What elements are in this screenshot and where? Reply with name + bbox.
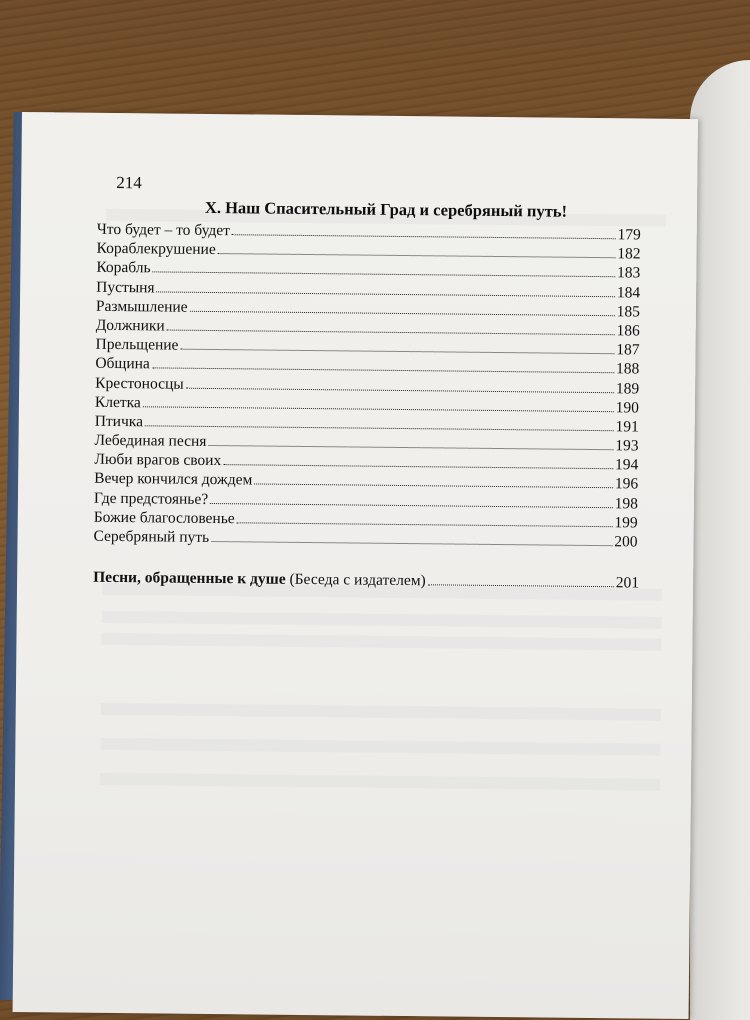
toc-entry-page: 200 [614,533,638,551]
toc-entry-page: 198 [614,494,639,513]
show-through-line [100,738,660,756]
dot-leader [210,502,613,508]
dot-leader [153,271,615,278]
show-through-line [102,611,662,629]
toc-entry-title: Клетка [94,393,141,411]
book-page [13,112,698,1019]
dot-leader [157,290,615,297]
dot-leader [218,252,616,258]
toc-final-entry-subtitle: (Беседа с издателем) [285,570,426,590]
toc-entry-title: Серебряный путь [93,527,210,546]
toc-entry-page: 187 [616,341,640,359]
dot-leader [167,328,615,335]
section-title: X. Наш Спасительный Град и серебряный путь! [204,197,568,221]
dot-leader [428,583,614,587]
toc-entry-title: Должники [95,316,165,335]
toc-entry-title: Прельщение [95,335,179,354]
toc-entry-title: Община [95,355,150,373]
dot-leader [186,386,614,392]
toc-final-entry-title [93,569,426,590]
dot-leader [211,540,612,546]
toc-entry-page: 183 [617,264,641,282]
toc-entry-title: Люби врагов своих [94,451,222,470]
toc-entry-page: 179 [617,226,641,244]
page-number: 214 [116,172,142,193]
show-through-line [101,703,661,721]
toc-entry-page: 185 [616,302,641,321]
dot-leader [180,348,614,355]
toc-entry-page: 196 [614,475,639,493]
toc-entry-title: Крестоносцы [95,374,184,393]
toc-entry-page: 191 [615,418,639,436]
facing-page-edge [690,60,750,1020]
dot-leader [208,444,613,450]
toc-entry-title: Где предстоянье? [93,489,209,508]
toc-entry-title: Вечер кончился дождем [94,470,253,489]
dot-leader [232,233,616,239]
toc-entry-title: Божие благословенье [93,508,235,528]
toc-entry-title: Размышление [95,297,188,316]
toc-entry-page: 189 [615,379,640,397]
toc-entry-title: Кораблекрушение [96,239,216,259]
toc-entry-title: Что будет – то будет [96,220,231,240]
toc-entry-title: Птичка [94,412,144,431]
dot-leader [237,521,613,527]
toc-entry-page: 190 [615,398,640,417]
toc-entry-page: 188 [616,360,640,378]
dot-leader [152,367,614,374]
toc-entry-page: 199 [614,514,638,532]
dot-leader [254,483,613,489]
toc-entry-page: 186 [616,322,640,340]
dot-leader [190,310,615,316]
show-through-line [100,773,660,791]
toc-entry-page: 184 [616,283,641,302]
table-of-contents [93,221,640,553]
toc-entry-title: Корабль [96,259,151,277]
toc-final-entry-bold-title: Песни, обращенные к душе [93,568,286,588]
toc-entry-title: Пустыня [96,278,155,296]
dot-leader [145,424,614,431]
toc-entry-page: 193 [615,437,639,455]
toc-entry-page: 194 [614,456,639,474]
toc-final-entry-page: 201 [615,574,640,592]
dot-leader [143,405,614,412]
dot-leader [223,463,613,469]
show-through-line [101,633,661,651]
toc-entry-title: Лебединая песня [94,431,207,451]
toc-entry-page: 182 [617,245,641,263]
